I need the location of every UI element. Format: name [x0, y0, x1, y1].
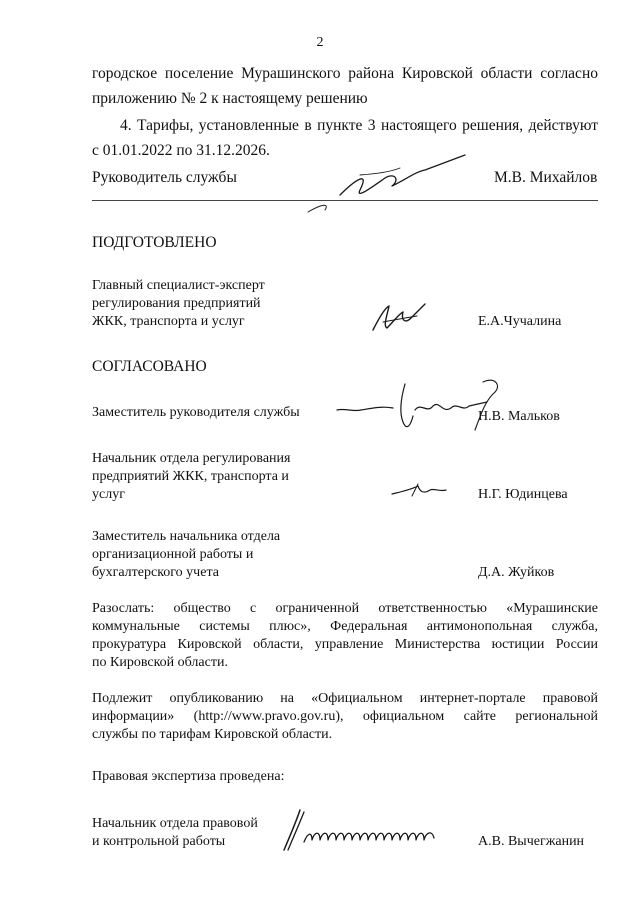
legal-review-position-line1: Начальник отдела правовой [92, 816, 258, 831]
agreed-signer-1-signature-mark [335, 372, 505, 442]
agreed-signer-1-name: Н.В. Мальков [478, 409, 560, 424]
page-number: 2 [316, 35, 324, 50]
agreed-signer-2-signature-mark [390, 478, 460, 500]
distribution-line4: по Кировской области. [92, 655, 228, 670]
agreed-heading: СОГЛАСОВАНО [92, 358, 207, 375]
agreed-signer-3-name: Д.А. Жуйков [478, 565, 555, 580]
prepared-name: Е.А.Чучалина [478, 314, 562, 329]
agreed-signer-3-position-line3: бухгалтерского учета [92, 565, 219, 580]
prepared-position-line2: регулирования предприятий [92, 296, 261, 311]
prepared-signature-mark [365, 298, 435, 338]
divider-line [92, 200, 598, 201]
prepared-position-line1: Главный специалист-эксперт [92, 278, 265, 293]
head-name: М.В. Михайлов [494, 169, 598, 186]
paragraph-4-line1: 4. Тарифы, установленные в пункте 3 настоящего решения, действуют [120, 117, 598, 134]
agreed-signer-2-position-line1: Начальник отдела регулирования [92, 451, 291, 466]
paragraph-continuation-line2: приложению № 2 к настоящему решению [92, 90, 368, 107]
prepared-position-line3: ЖКК, транспорта и услуг [92, 314, 245, 329]
distribution-line2: коммунальные системы плюс», Федеральная антимонопольная служба, [92, 619, 598, 634]
paragraph-continuation-line1: городское поселение Мурашинского района Кировской области согласно [92, 65, 598, 82]
agreed-signer-1-position: Заместитель руководителя службы [92, 405, 300, 420]
legal-review-signature-mark [278, 806, 458, 854]
publication-line1: Подлежит опубликованию на «Официальном интернет-портале правовой [92, 691, 598, 706]
publication-line3: службы по тарифам Кировской области. [92, 727, 333, 742]
publication-line2: информации» (http://www.pravo.gov.ru), официальном сайте региональной [92, 709, 598, 724]
legal-review-position-line2: и контрольной работы [92, 834, 226, 849]
head-signature-mark [300, 150, 480, 220]
agreed-signer-2-position-line2: предприятий ЖКК, транспорта и [92, 469, 289, 484]
agreed-signer-3-position-line1: Заместитель начальника отдела [92, 529, 281, 544]
head-position: Руководитель службы [92, 169, 237, 186]
distribution-line1: Разослать: общество с ограниченной ответственностью «Мурашинские [92, 601, 598, 616]
distribution-line3: прокуратура Кировской области, управление Министерства юстиции России [92, 637, 598, 652]
prepared-heading: ПОДГОТОВЛЕНО [92, 234, 217, 251]
legal-review-text: Правовая экспертиза проведена: [92, 769, 285, 784]
agreed-signer-2-position-line3: услуг [92, 487, 125, 502]
agreed-signer-2-name: Н.Г. Юдинцева [478, 487, 568, 502]
agreed-signer-3-position-line2: организационной работы и [92, 547, 254, 562]
legal-review-name: А.В. Вычегжанин [478, 834, 585, 849]
paragraph-4-line2: с 01.01.2022 по 31.12.2026. [92, 142, 270, 159]
